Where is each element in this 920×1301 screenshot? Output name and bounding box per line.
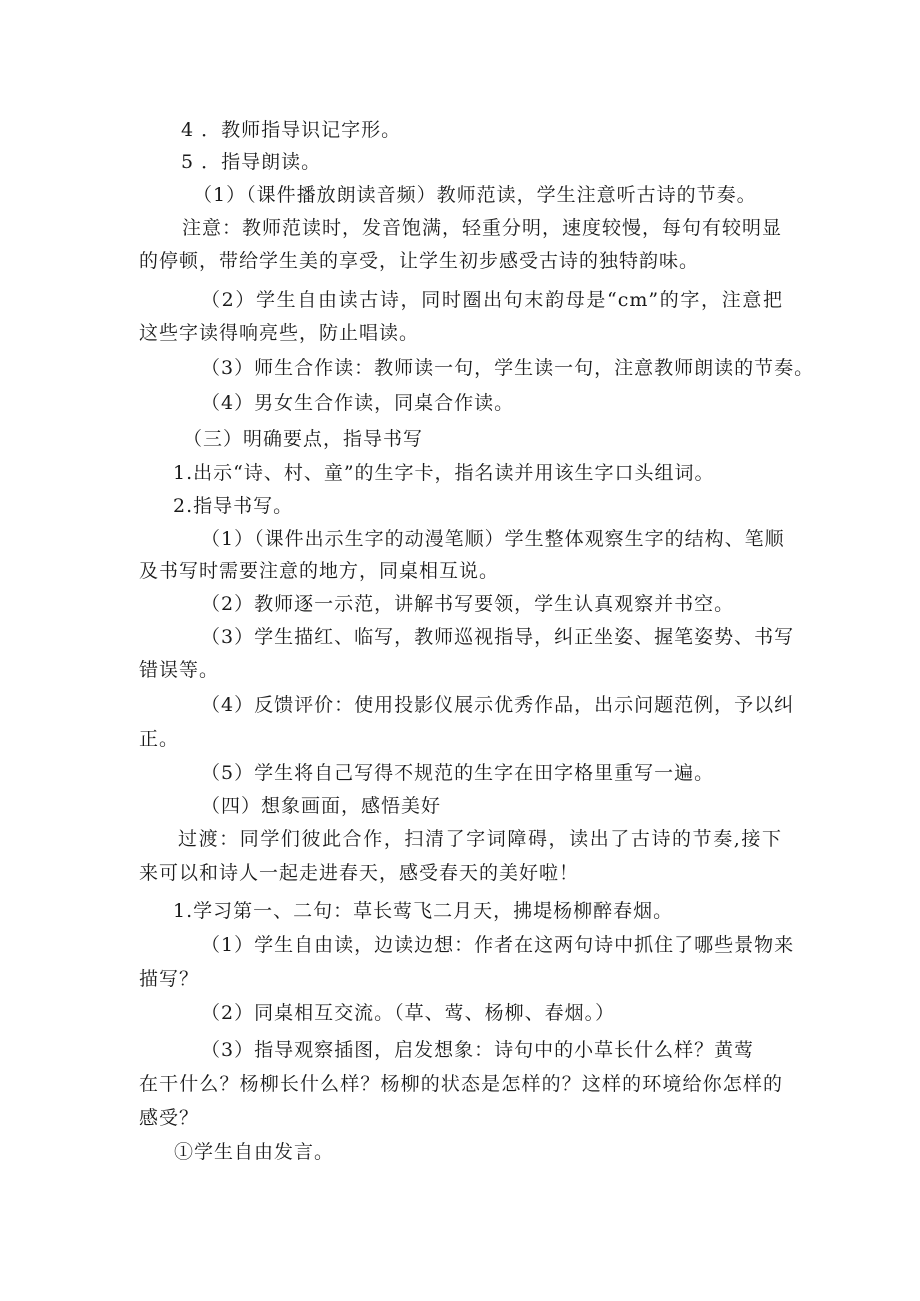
study-substep-2: （2）同桌相互交流。（草、莺、杨柳、春烟。） [201,1002,616,1024]
step-5-text: 5 ．指导朗读。 [181,151,322,173]
study-substep-3-line-2: 在干什么？杨柳长什么样？杨柳的状态是怎样的？这样的环境给你怎样的 [139,1073,783,1095]
writing-substep-3-line-2: 错误等。 [139,659,220,681]
student-speech-item: ①学生自由发言。 [174,1141,335,1163]
section-4-heading: （四）想象画面，感悟美好 [201,795,442,817]
study-substep-1-line-2: 描写？ [139,968,200,990]
transition-line-2: 来可以和诗人一起走进春天，感受春天的美好啦！ [139,862,580,884]
reading-step-1: （1）（课件播放朗读音频）教师范读，学生注意听古诗的节奏。 [193,184,757,206]
writing-substep-4-line-1: （4）反馈评价：使用投影仪展示优秀作品，出示问题范例，予以纠 [201,694,795,716]
transition-line-1: 过渡：同学们彼此合作，扫清了字词障碍，读出了古诗的节奏,接下 [178,828,782,850]
study-substep-3-line-3: 感受？ [139,1107,200,1129]
step-4-text: 4 ．教师指导识记字形。 [181,119,402,141]
writing-substep-5: （5）学生将自己写得不规范的生字在田字格里重写一遍。 [201,762,715,784]
writing-step-1: 1.出示“诗、村、童”的生字卡，指名读并用该生字口头组词。 [173,462,715,484]
study-substep-1-line-1: （1）学生自由读，边读边想：作者在这两句诗中抓住了哪些景物来 [201,934,795,956]
reading-step-3: （3）师生合作读：教师读一句，学生读一句，注意教师朗读的节奏。 [201,357,815,379]
section-3-heading: （三）明确要点，指导书写 [183,428,424,450]
study-substep-3-line-1: （3）指导观察插图，启发想象：诗句中的小草长什么样？黄莺 [201,1039,755,1061]
writing-substep-3-line-1: （3）学生描红、临写，教师巡视指导，纠正坐姿、握笔姿势、书写 [201,626,795,648]
reading-step-4: （4）男女生合作读，同桌合作读。 [201,392,515,414]
writing-substep-2: （2）教师逐一示范，讲解书写要领，学生认真观察并书空。 [201,593,735,615]
writing-step-2: 2.指导书写。 [173,495,294,517]
writing-substep-1-line-1: （1）（课件出示生字的动漫笔顺）学生整体观察生字的结构、笔顺 [201,528,785,550]
study-lines-1-2: 1.学习第一、二句：草长莺飞二月天，拂堤杨柳醉春烟。 [173,900,674,922]
writing-substep-4-line-2: 正。 [139,728,180,750]
note-paragraph-line-2: 的停顿，带给学生美的享受，让学生初步感受古诗的独特韵味。 [139,250,700,272]
writing-substep-1-line-2: 及书写时需要注意的地方，同桌相互说。 [139,560,500,582]
note-paragraph-line-1: 注意：教师范读时，发音饱满，轻重分明，速度较慢，每句有较明显 [182,217,783,239]
reading-step-2-line-2: 这些字读得响亮些，防止唱读。 [139,322,420,344]
reading-step-2-line-1: （2）学生自由读古诗，同时圈出句末韵母是“cm”的字，注意把 [201,289,783,311]
